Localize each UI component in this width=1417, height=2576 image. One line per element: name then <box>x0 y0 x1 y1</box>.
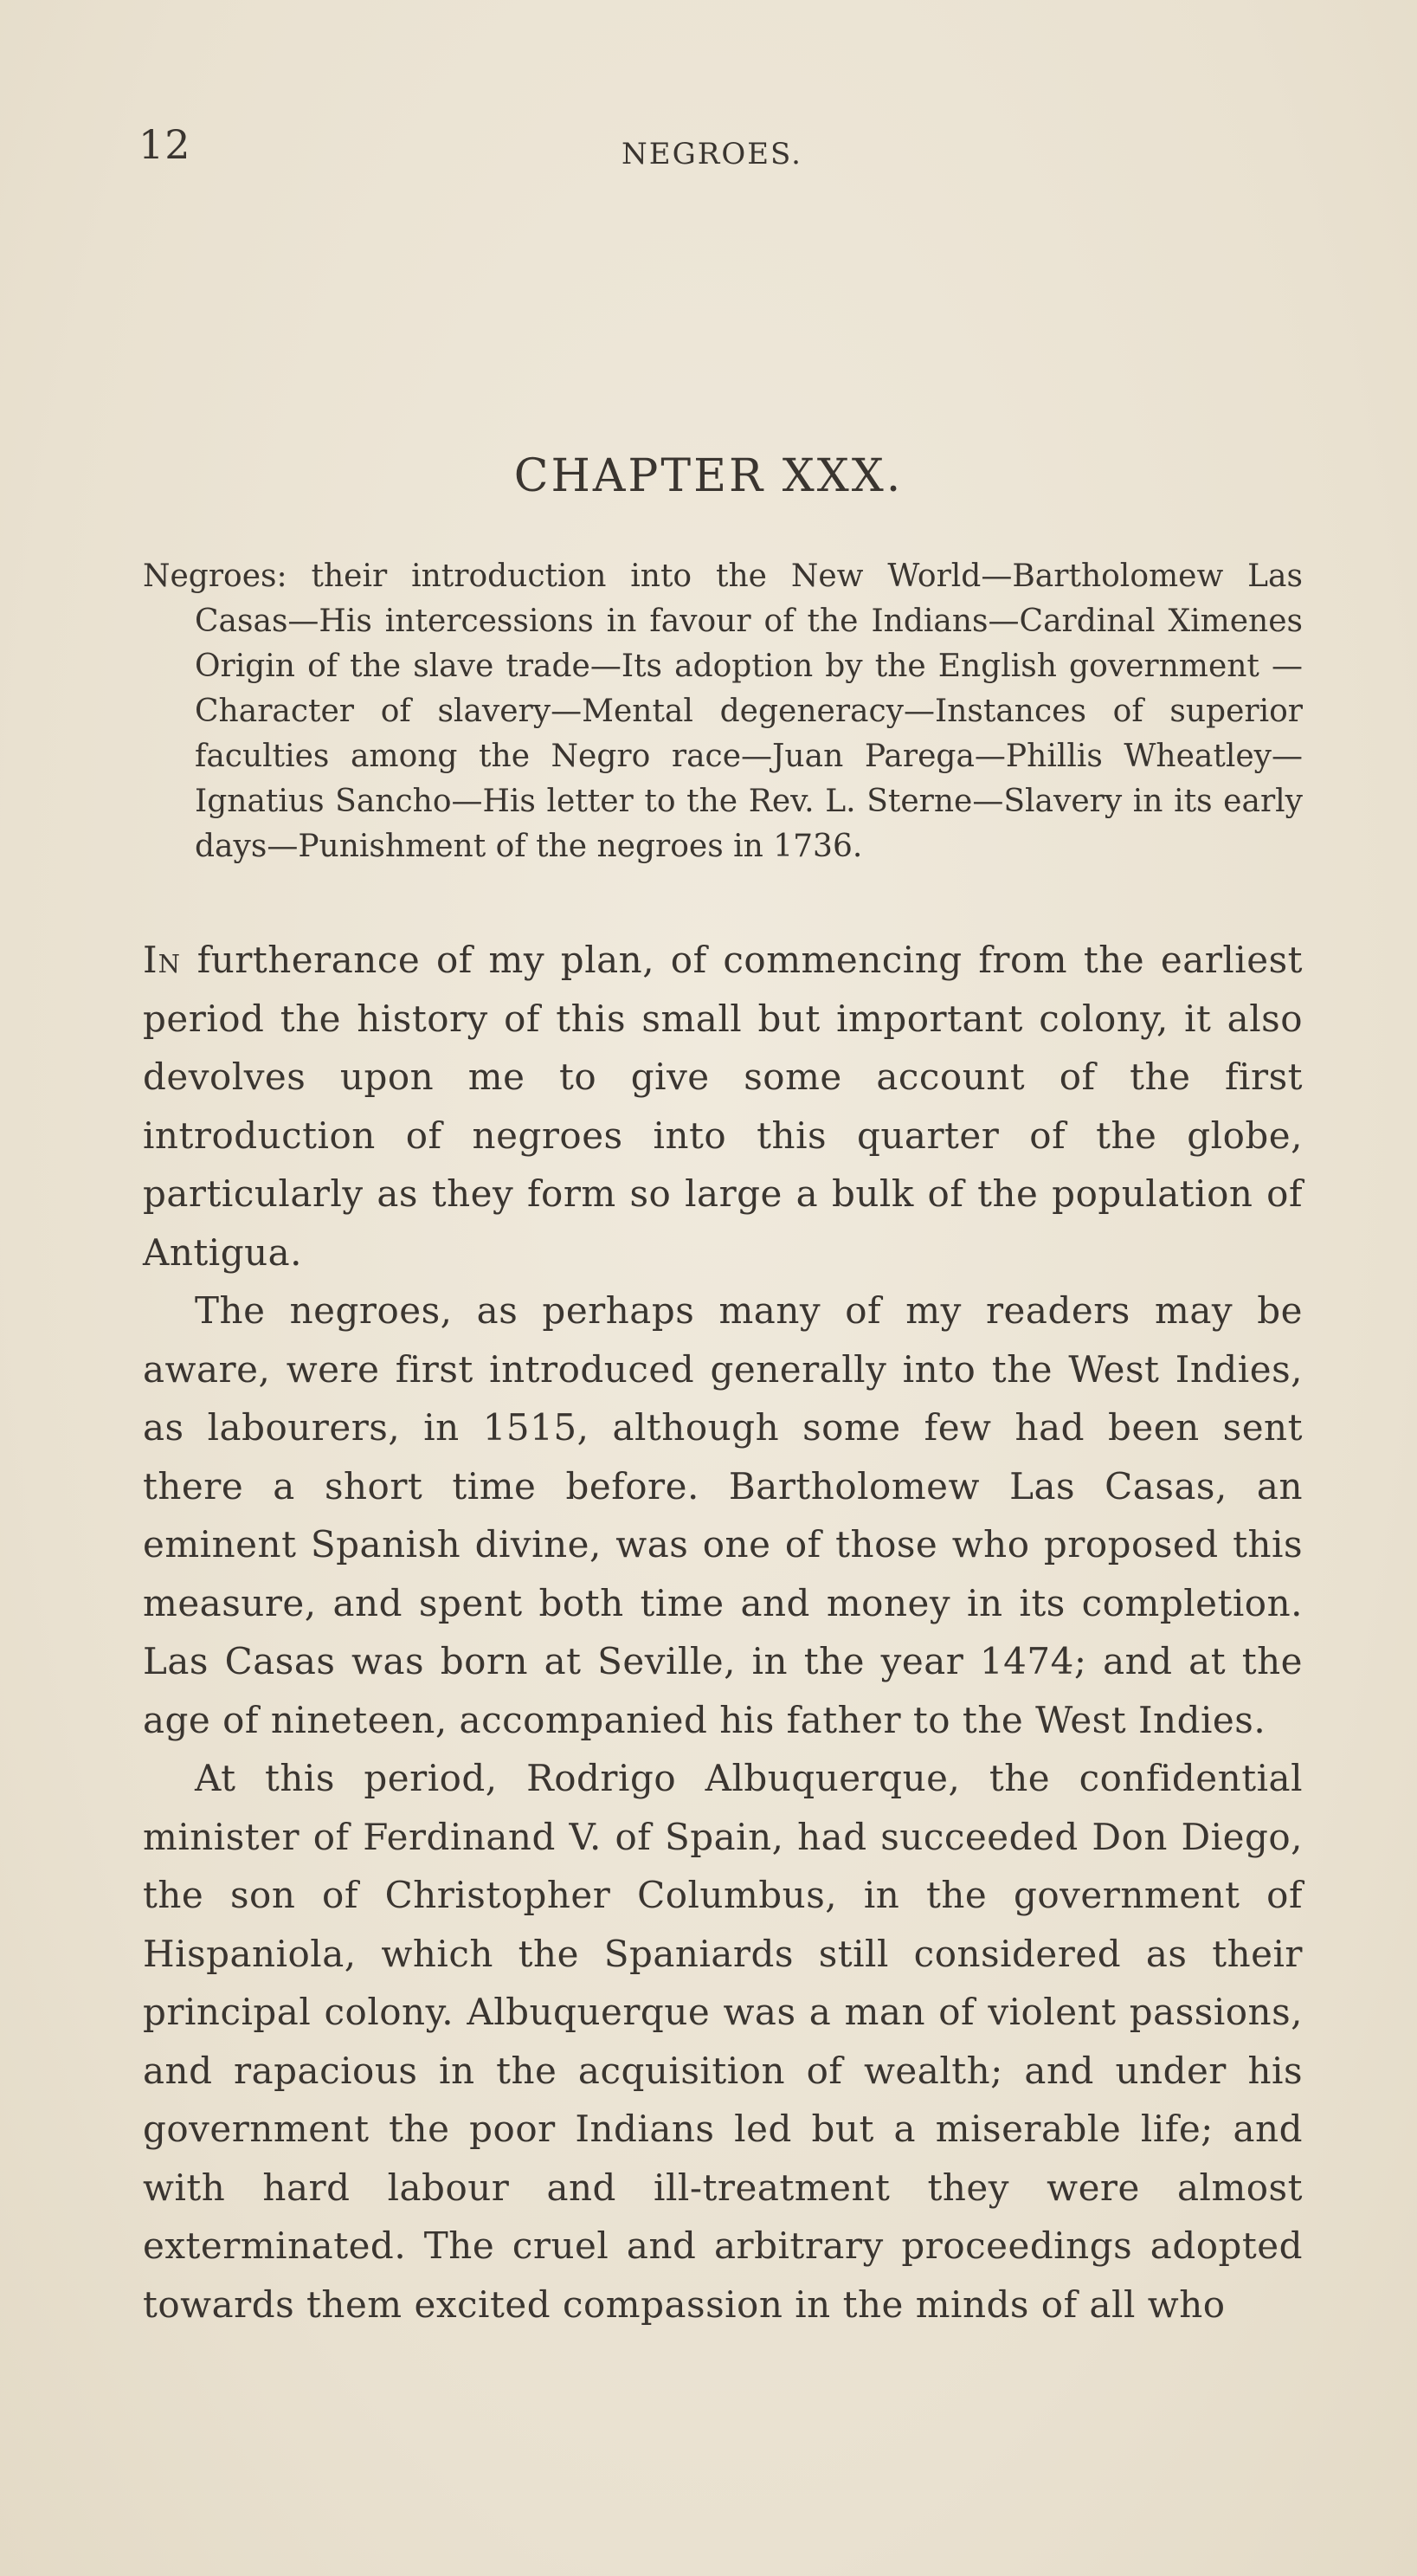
paragraph-1-lead: In <box>143 939 181 981</box>
chapter-title: CHAPTER XXX. <box>513 450 904 502</box>
paragraph-1 <box>143 931 1303 1282</box>
chapter-synopsis <box>143 554 1303 869</box>
body-text <box>143 931 1303 2334</box>
paragraph-2: The negroes, as perhaps many of my readers may be aware, were first introduced generally into the West Indies, as labourers, in 1515, although some few had been sent there a short time before. Bartholomew Las Casas, an eminent Spanish divine, was one of those who proposed this measure, and spent both time and money in its completion. Las Casas was born at Seville, in the year 1474; and at the age of nineteen, accompanied his father to the West Indies. <box>143 1289 1303 1741</box>
running-title: NEGROES. <box>622 137 802 171</box>
paragraph-1-text: furtherance of my plan, of commencing from the earliest period the history of this small but important colony, it also devolves upon me to give some account of the first introduction of negroes into this quarter of the globe, particularly as they form so large a bulk of the population of Antigua. <box>143 939 1303 1274</box>
page-number: 12 <box>138 121 191 168</box>
synopsis-text: Negroes: their introduction into the New World—Bartholomew Las Casas—His intercessions in favour of the Indians—Cardinal Ximenes Origin of the slave trade—Its adoption by the English government —Character of slavery—Mental degeneracy—Instances of superior faculties among the Negro race—Juan Parega—Phillis Wheatley—Ignatius Sancho—His letter to the Rev. L. Sterne—Slavery in its early days—Punishment of the negroes in 1736. <box>143 558 1303 864</box>
paragraph-3: At this period, Rodrigo Albuquerque, the confidential minister of Ferdinand V. of Spain, had succeeded Don Diego, the son of Christopher Columbus, in the government of Hispaniola, which the Spaniards still considered as their principal colony. Albuquerque was a man of violent passions, and rapacious in the acquisition of wealth; and under his government the poor Indians led but a miserable life; and with hard labour and ill-treatment they were almost exterminated. The cruel and arbitrary proceedings adopted towards them excited compassion in the minds of all who <box>143 1757 1303 2326</box>
running-head <box>138 121 1298 173</box>
